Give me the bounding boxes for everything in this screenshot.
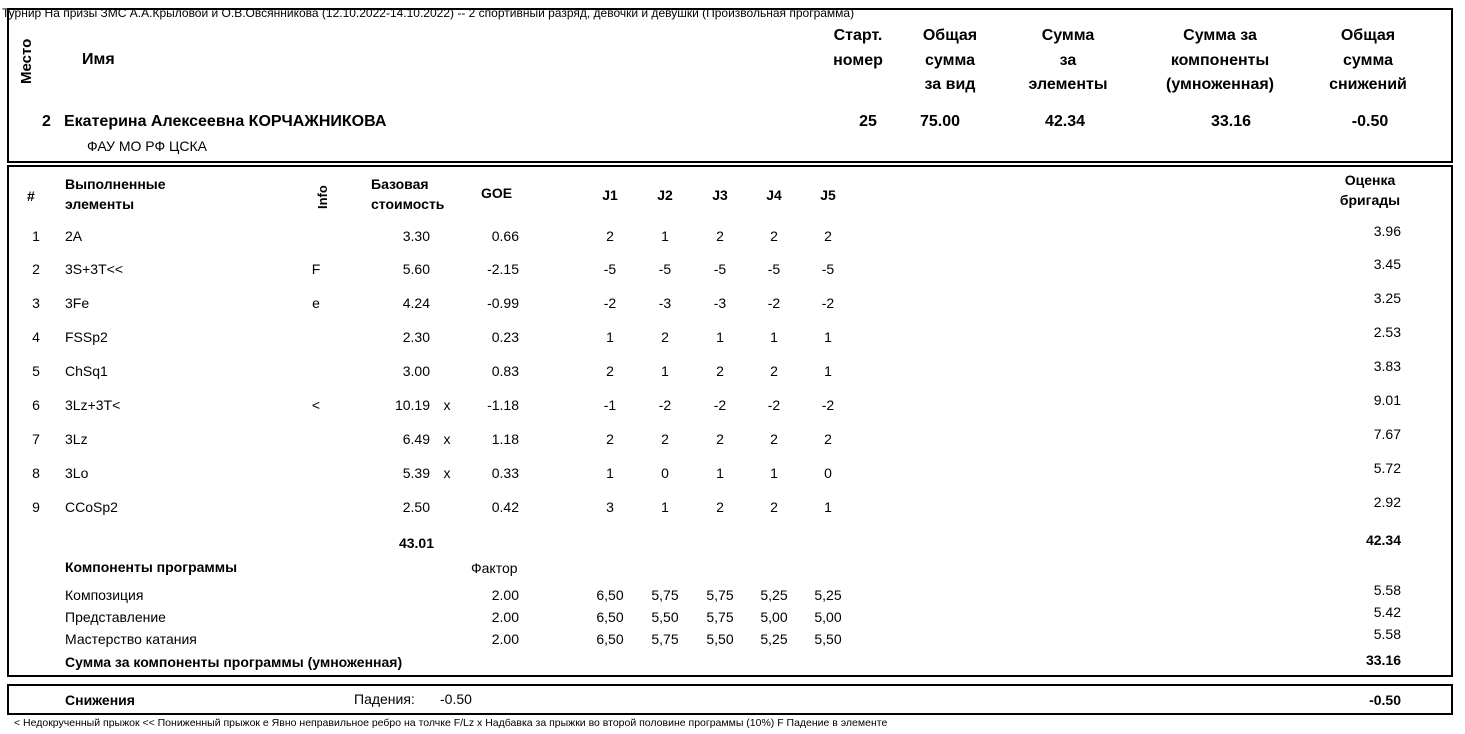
- judge-1-goe: -1: [603, 397, 617, 413]
- skater-place: 2: [42, 113, 51, 130]
- element-panel-score: 9.01: [1373, 392, 1401, 408]
- judge-4-goe: 2: [770, 499, 778, 515]
- judge-1-header: J1: [602, 187, 618, 203]
- deductions-total: -0.50: [1369, 692, 1401, 708]
- judge-4-goe: 1: [770, 465, 778, 481]
- judge-2-goe: 1: [661, 363, 669, 379]
- element-number: 9: [32, 499, 40, 515]
- judge-1-goe: 1: [606, 465, 614, 481]
- judge-2-component-mark: 5,75: [651, 631, 679, 647]
- element-bonus-mark: x: [443, 465, 451, 481]
- judge-4-component-mark: 5,25: [760, 631, 788, 647]
- factor-column-header: Фактор: [471, 560, 518, 576]
- judge-2-component-mark: 5,75: [651, 587, 679, 603]
- component-score: 5.58: [1373, 626, 1401, 642]
- component-name: Композиция: [65, 587, 144, 603]
- skater-name: Екатерина Алексеевна КОРЧАЖНИКОВА: [64, 113, 387, 130]
- element-code: 3S+3T<<: [65, 261, 123, 277]
- element-goe: 0.33: [491, 465, 519, 481]
- judge-2-component-mark: 5,50: [651, 609, 679, 625]
- components-heading: Компоненты программы: [65, 559, 238, 575]
- element-base-value: 5.60: [402, 261, 430, 277]
- element-goe: -1.18: [487, 397, 519, 413]
- components-total-label: Сумма за компоненты программы (умноженная): [65, 654, 403, 670]
- judge-5-goe: 1: [824, 499, 832, 515]
- judge-5-component-mark: 5,50: [814, 631, 842, 647]
- element-number: 2: [32, 261, 40, 277]
- element-base-value: 5.39: [402, 465, 430, 481]
- judge-5-header: J5: [820, 187, 836, 203]
- base-value-total: 43.01: [398, 535, 434, 551]
- judge-3-goe: -3: [713, 295, 727, 311]
- element-goe: -2.15: [487, 261, 519, 277]
- element-panel-score: 3.83: [1373, 358, 1401, 374]
- judge-1-component-mark: 6,50: [596, 587, 624, 603]
- element-goe: 0.42: [491, 499, 519, 515]
- base-value-column-header: Базовая стоимость: [371, 176, 445, 212]
- component-factor: 2.00: [491, 609, 519, 625]
- components-score-header: Сумма за компоненты (умноженная): [1166, 27, 1274, 93]
- judge-1-goe: 2: [606, 431, 614, 447]
- start-number-header: Старт. номер: [833, 27, 883, 69]
- element-goe: 0.83: [491, 363, 519, 379]
- num-column-header: #: [27, 188, 35, 204]
- element-code: CCoSp2: [65, 499, 118, 515]
- skater-elements-score: 42.34: [1044, 113, 1086, 130]
- elements-column-header: Выполненные элементы: [65, 176, 166, 212]
- judge-4-goe: -5: [767, 261, 781, 277]
- element-number: 3: [32, 295, 40, 311]
- element-panel-score: 2.53: [1373, 324, 1401, 340]
- judge-4-goe: -2: [767, 397, 781, 413]
- components-total: 33.16: [1365, 652, 1401, 668]
- element-code: 3Lz: [65, 431, 88, 447]
- element-base-value: 4.24: [402, 295, 430, 311]
- judge-3-goe: 2: [716, 363, 724, 379]
- judge-1-goe: 1: [606, 329, 614, 345]
- element-number: 4: [32, 329, 40, 345]
- element-panel-score: 3.45: [1373, 256, 1401, 272]
- judge-2-goe: 1: [661, 499, 669, 515]
- goe-column-header: GOE: [481, 185, 513, 201]
- judge-5-goe: 2: [824, 228, 832, 244]
- element-goe: -0.99: [487, 295, 519, 311]
- judge-5-goe: -5: [821, 261, 835, 277]
- judge-5-component-mark: 5,00: [814, 609, 842, 625]
- skater-deductions: -0.50: [1351, 113, 1389, 130]
- component-name: Представление: [65, 609, 166, 625]
- judge-2-goe: -5: [658, 261, 672, 277]
- element-base-value: 2.50: [402, 499, 430, 515]
- judge-3-component-mark: 5,50: [706, 631, 734, 647]
- judge-3-component-mark: 5,75: [706, 587, 734, 603]
- skater-start-number: 25: [859, 113, 877, 130]
- element-code: ChSq1: [65, 363, 108, 379]
- element-panel-score: 2.92: [1373, 494, 1401, 510]
- element-goe: 0.66: [491, 228, 519, 244]
- judge-1-component-mark: 6,50: [596, 631, 624, 647]
- judge-4-goe: -2: [767, 295, 781, 311]
- element-code: FSSp2: [65, 329, 108, 345]
- element-number: 6: [32, 397, 40, 413]
- element-base-value: 3.30: [402, 228, 430, 244]
- judge-2-goe: 2: [661, 431, 669, 447]
- judge-5-component-mark: 5,25: [814, 587, 842, 603]
- judge-5-goe: 0: [824, 465, 832, 481]
- deductions-header: Общая сумма снижений: [1329, 27, 1407, 93]
- element-bonus-mark: x: [443, 431, 451, 447]
- element-panel-score: 3.25: [1373, 290, 1401, 306]
- falls-label: Падения:: [354, 691, 415, 707]
- judge-2-goe: 2: [661, 329, 669, 345]
- element-base-value: 6.49: [402, 431, 430, 447]
- element-number: 8: [32, 465, 40, 481]
- judge-3-goe: 2: [716, 431, 724, 447]
- judge-5-goe: -2: [821, 397, 835, 413]
- judge-4-goe: 2: [770, 228, 778, 244]
- judge-5-goe: 1: [824, 329, 832, 345]
- element-bonus-mark: x: [443, 397, 451, 413]
- elements-score-total: 42.34: [1365, 532, 1401, 548]
- judge-3-header: J3: [712, 187, 728, 203]
- judge-2-goe: -3: [658, 295, 672, 311]
- element-panel-score: 5.72: [1373, 460, 1401, 476]
- panel-score-column-header: Оценка бригады: [1339, 172, 1401, 208]
- component-factor: 2.00: [491, 587, 519, 603]
- elements-score-header: Сумма за элементы: [1028, 27, 1108, 93]
- judge-4-goe: 2: [770, 431, 778, 447]
- judge-4-component-mark: 5,25: [760, 587, 788, 603]
- judge-3-goe: 2: [716, 228, 724, 244]
- element-panel-score: 7.67: [1373, 426, 1401, 442]
- element-code: 3Lz+3T<: [65, 397, 121, 413]
- judge-3-goe: -5: [713, 261, 727, 277]
- element-info: e: [312, 295, 320, 311]
- judge-4-component-mark: 5,00: [760, 609, 788, 625]
- judge-4-goe: 2: [770, 363, 778, 379]
- element-code: 3Fe: [65, 295, 90, 311]
- element-number: 7: [32, 431, 40, 447]
- element-info: <: [311, 397, 321, 413]
- element-code: 2A: [65, 228, 83, 244]
- element-base-value: 10.19: [394, 397, 430, 413]
- component-score: 5.58: [1373, 582, 1401, 598]
- judge-2-goe: -2: [658, 397, 672, 413]
- component-score: 5.42: [1373, 604, 1401, 620]
- judge-3-goe: 2: [716, 499, 724, 515]
- name-column-header: Имя: [82, 51, 115, 68]
- place-column-header: Место: [18, 38, 35, 84]
- judge-1-goe: 2: [606, 228, 614, 244]
- element-goe: 1.18: [491, 431, 519, 447]
- element-info: F: [311, 261, 321, 277]
- component-name: Мастерство катания: [65, 631, 197, 647]
- falls-value: -0.50: [440, 691, 472, 707]
- judge-3-component-mark: 5,75: [706, 609, 734, 625]
- element-number: 1: [32, 228, 40, 244]
- judge-5-goe: 2: [824, 431, 832, 447]
- judge-1-goe: 3: [606, 499, 614, 515]
- element-number: 5: [32, 363, 40, 379]
- judge-2-goe: 1: [661, 228, 669, 244]
- component-factor: 2.00: [491, 631, 519, 647]
- legend: < Недокрученный прыжок << Пониженный прыжок e Явно неправильное ребро на толчке F/Lz x Надбавка за прыжки во второй половине программы (10%) F Падение в элементе: [14, 717, 888, 729]
- judge-2-header: J2: [657, 187, 673, 203]
- skater-components-score: 33.16: [1210, 113, 1252, 130]
- element-base-value: 2.30: [402, 329, 430, 345]
- skater-total-score: 75.00: [919, 113, 961, 130]
- judge-3-goe: 1: [716, 329, 724, 345]
- info-column-header: Info: [315, 185, 330, 209]
- judge-1-goe: -5: [603, 261, 617, 277]
- judge-3-goe: 1: [716, 465, 724, 481]
- judge-2-goe: 0: [661, 465, 669, 481]
- judge-4-goe: 1: [770, 329, 778, 345]
- element-base-value: 3.00: [402, 363, 430, 379]
- judge-5-goe: -2: [821, 295, 835, 311]
- judge-1-goe: 2: [606, 363, 614, 379]
- judge-1-component-mark: 6,50: [596, 609, 624, 625]
- element-code: 3Lo: [65, 465, 89, 481]
- total-score-header: Общая сумма за вид: [922, 27, 978, 93]
- judge-5-goe: 1: [824, 363, 832, 379]
- judge-4-header: J4: [766, 187, 782, 203]
- element-panel-score: 3.96: [1373, 223, 1401, 239]
- judge-1-goe: -2: [603, 295, 617, 311]
- protocol-title: Турнир На призы ЗМС А.А.Крыловой и О.В.Овсянникова (12.10.2022-14.10.2022) -- 2 спортивный разряд, девочки и девушки (Произвольная программа): [2, 6, 855, 20]
- element-goe: 0.23: [491, 329, 519, 345]
- deductions-label: Снижения: [65, 692, 135, 708]
- judge-3-goe: -2: [713, 397, 727, 413]
- deductions-box: [7, 684, 1453, 715]
- skater-club: ФАУ МО РФ ЦСКА: [87, 138, 207, 154]
